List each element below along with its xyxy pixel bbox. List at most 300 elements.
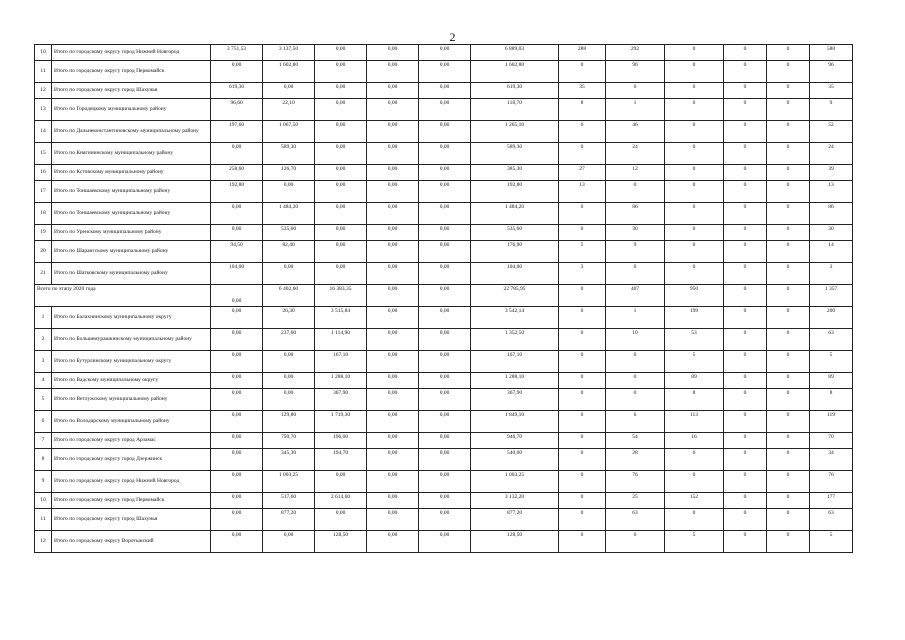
value-cell: 0,00 [263, 83, 315, 99]
value-cell: 0,00 [419, 307, 471, 329]
value-cell: 0 [724, 493, 767, 509]
value-cell: 0 [724, 203, 767, 225]
value-cell: 3 [559, 263, 606, 285]
value-cell: 0 [606, 83, 665, 99]
value-cell: 16 383,35 [315, 285, 367, 307]
value-cell: 3 542,14 [471, 307, 559, 329]
value-cell: 0,00 [419, 99, 471, 121]
row-number: 8 [35, 449, 52, 471]
value-cell: 0,00 [211, 307, 263, 329]
value-cell: 1 288,10 [471, 373, 559, 389]
value-cell: 0,00 [211, 285, 263, 307]
value-cell: 0,00 [367, 83, 419, 99]
value-cell: 535,60 [263, 225, 315, 241]
value-cell: 1 003,25 [263, 471, 315, 493]
value-cell: 0 [724, 241, 767, 263]
value-cell: 0,00 [367, 181, 419, 203]
value-cell: 0,00 [419, 389, 471, 411]
value-cell: 0,00 [315, 225, 367, 241]
value-cell: 0 [767, 493, 810, 509]
row-name: Итого по городскому округу город Первомайск [52, 61, 211, 83]
value-cell: 0,00 [315, 509, 367, 531]
value-cell: 0,00 [315, 83, 367, 99]
value-cell: 1 602,80 [471, 61, 559, 83]
value-cell: 0 [767, 509, 810, 531]
value-cell: 0 [559, 329, 606, 351]
value-cell: 35 [810, 83, 853, 99]
value-cell: 0 [724, 165, 767, 181]
value-cell: 86 [606, 203, 665, 225]
value-cell: 46 [606, 121, 665, 143]
value-cell: 877,20 [471, 509, 559, 531]
value-cell: 128,50 [315, 531, 367, 553]
value-cell: 194,70 [315, 449, 367, 471]
value-cell: 0 [665, 45, 724, 61]
value-cell: 0 [724, 329, 767, 351]
value-cell: 0 [724, 285, 767, 307]
value-cell: 39 [810, 165, 853, 181]
value-cell: 589,30 [263, 143, 315, 165]
row-name: Итого по Володарскому муниципальному району [52, 411, 211, 433]
row-name: Итого по городскому округу город Нижний Новгород [52, 45, 211, 61]
value-cell: 0,00 [419, 433, 471, 449]
value-cell: 0,00 [419, 531, 471, 553]
value-cell: 0 [767, 181, 810, 203]
value-cell: 0,00 [315, 181, 367, 203]
value-cell: 0,00 [367, 449, 419, 471]
table-row [35, 165, 853, 181]
value-cell: 0,00 [211, 509, 263, 531]
value-cell: 0 [665, 99, 724, 121]
value-cell: 26,30 [263, 307, 315, 329]
value-cell: 0 [724, 351, 767, 373]
value-cell: 8 [665, 389, 724, 411]
value-cell: 76 [810, 471, 853, 493]
value-cell: 0 [724, 83, 767, 99]
value-cell: 0 [724, 449, 767, 471]
value-cell: 2 614,60 [315, 493, 367, 509]
value-cell: 0,00 [367, 225, 419, 241]
table-row [35, 493, 853, 509]
row-name: Итого по Шарангскому муниципальному району [52, 241, 211, 263]
row-number: 12 [35, 83, 52, 99]
value-cell: 0,00 [211, 433, 263, 449]
value-cell: 1 357 [810, 285, 853, 307]
value-cell: 0,00 [419, 181, 471, 203]
value-cell: 0,00 [263, 263, 315, 285]
value-cell: 0 [724, 509, 767, 531]
value-cell: 0,00 [315, 203, 367, 225]
value-cell: 0,00 [367, 351, 419, 373]
value-cell: 0 [724, 181, 767, 203]
row-number: 2 [35, 329, 52, 351]
value-cell: 86 [810, 203, 853, 225]
row-name: Итого по Балахнинскому муниципальному округу [52, 307, 211, 329]
value-cell: 0,00 [367, 389, 419, 411]
value-cell: 0 [559, 509, 606, 531]
value-cell: 104,00 [471, 263, 559, 285]
value-cell: 16 [665, 433, 724, 449]
table-row [35, 241, 853, 263]
value-cell: 0 [767, 121, 810, 143]
value-cell: 0,00 [211, 373, 263, 389]
value-cell: 1 719,30 [315, 411, 367, 433]
value-cell: 199 [665, 307, 724, 329]
value-cell: 0 [559, 493, 606, 509]
value-cell: 0 [724, 99, 767, 121]
data-table [34, 44, 853, 553]
value-cell: 89 [665, 373, 724, 389]
value-cell: 367,90 [471, 389, 559, 411]
value-cell: 258,60 [211, 165, 263, 181]
value-cell: 0 [724, 121, 767, 143]
value-cell: 0,00 [315, 121, 367, 143]
value-cell: 1 352,50 [471, 329, 559, 351]
value-cell: 82,40 [263, 241, 315, 263]
value-cell: 0,00 [419, 449, 471, 471]
value-cell: 126,70 [263, 165, 315, 181]
value-cell: 288 [559, 45, 606, 61]
value-cell: 750,70 [263, 433, 315, 449]
value-cell: 200 [810, 307, 853, 329]
value-cell: 1 288,10 [315, 373, 367, 389]
value-cell: 0 [559, 531, 606, 553]
value-cell: 0,00 [315, 241, 367, 263]
row-number: 21 [35, 263, 52, 285]
value-cell: 12 [606, 165, 665, 181]
value-cell: 0 [559, 225, 606, 241]
value-cell: 0,00 [211, 203, 263, 225]
row-name: Итого по городскому округу Воротынский [52, 531, 211, 553]
value-cell: 0,00 [419, 225, 471, 241]
value-cell: 0,00 [211, 61, 263, 83]
table-row [35, 471, 853, 493]
value-cell: 0,00 [315, 45, 367, 61]
row-name: Итого по Бутурлинскому муниципальному округу [52, 351, 211, 373]
value-cell: 0 [767, 203, 810, 225]
value-cell: 22 785,95 [471, 285, 559, 307]
value-cell: 96 [606, 61, 665, 83]
value-cell: 0,00 [419, 329, 471, 351]
value-cell: 0,00 [367, 45, 419, 61]
value-cell: 0 [665, 143, 724, 165]
value-cell: 63 [810, 509, 853, 531]
value-cell: 0 [559, 389, 606, 411]
value-cell: 517,60 [263, 493, 315, 509]
value-cell: 0 [559, 143, 606, 165]
value-cell: 0,00 [367, 493, 419, 509]
row-name: Итого по городскому округу город Дзержинск [52, 449, 211, 471]
row-number: 11 [35, 61, 52, 83]
value-cell: 196,00 [315, 433, 367, 449]
value-cell: 25 [606, 493, 665, 509]
value-cell: 0 [665, 165, 724, 181]
value-cell: 22,10 [263, 99, 315, 121]
value-cell: 1 003,25 [471, 471, 559, 493]
value-cell: 0 [665, 263, 724, 285]
value-cell: 0,00 [419, 493, 471, 509]
value-cell: 0 [665, 509, 724, 531]
row-number: 3 [35, 351, 52, 373]
value-cell: 407 [606, 285, 665, 307]
value-cell: 345,30 [263, 449, 315, 471]
value-cell: 177 [810, 493, 853, 509]
table-row [35, 203, 853, 225]
row-number: 16 [35, 165, 52, 181]
value-cell: 0,00 [367, 121, 419, 143]
value-cell: 0,00 [367, 263, 419, 285]
value-cell: 96,60 [211, 99, 263, 121]
value-cell: 104,00 [211, 263, 263, 285]
value-cell: 0,00 [367, 471, 419, 493]
value-cell: 0 [559, 351, 606, 373]
value-cell: 0 [559, 285, 606, 307]
value-cell: 0,00 [419, 83, 471, 99]
value-cell: 10 [606, 329, 665, 351]
value-cell: 63 [810, 329, 853, 351]
row-number: 7 [35, 433, 52, 449]
table-row [35, 263, 853, 285]
value-cell: 192,80 [471, 181, 559, 203]
row-name: Итого по Вадскому муниципальному округу [52, 373, 211, 389]
row-name: Итого по городскому округу город Первомайск [52, 493, 211, 509]
value-cell: 0,00 [367, 307, 419, 329]
row-name: Итого по городскому округу город Арзамас [52, 433, 211, 449]
row-number: 17 [35, 181, 52, 203]
value-cell: 0 [559, 61, 606, 83]
table-row [35, 307, 853, 329]
value-cell: 1 484,20 [263, 203, 315, 225]
value-cell: 0 [724, 143, 767, 165]
value-cell: 113 [665, 411, 724, 433]
value-cell: 0 [767, 241, 810, 263]
value-cell: 0 [767, 99, 810, 121]
row-name: Итого по Княгининскому муниципальному району [52, 143, 211, 165]
value-cell: 540,00 [471, 449, 559, 471]
value-cell: 0 [665, 181, 724, 203]
row-name: Итого по Шатковскому муниципальному району [52, 263, 211, 285]
value-cell: 6 889,03 [471, 45, 559, 61]
table-row [35, 329, 853, 351]
value-cell: 0 [724, 225, 767, 241]
value-cell: 589,30 [471, 143, 559, 165]
table-row [35, 45, 853, 61]
row-name: Итого по Большемурашкинскому муниципальному району [52, 329, 211, 351]
value-cell: 0 [767, 433, 810, 449]
value-cell: 63 [606, 509, 665, 531]
value-cell: 0 [559, 307, 606, 329]
value-cell: 367,90 [315, 389, 367, 411]
value-cell: 1 114,90 [315, 329, 367, 351]
value-cell: 94,50 [211, 241, 263, 263]
value-cell: 0 [606, 351, 665, 373]
value-cell: 237,60 [263, 329, 315, 351]
value-cell: 0 [724, 45, 767, 61]
value-cell: 0 [724, 307, 767, 329]
value-cell: 0 [665, 225, 724, 241]
value-cell: 3 751,53 [211, 45, 263, 61]
table-row [35, 99, 853, 121]
value-cell: 0,00 [263, 181, 315, 203]
value-cell: 13 [559, 181, 606, 203]
value-cell: 6 [665, 449, 724, 471]
value-cell: 1 [606, 99, 665, 121]
value-cell: 0 [559, 433, 606, 449]
value-cell: 0,00 [419, 241, 471, 263]
value-cell: 3 137,50 [263, 45, 315, 61]
stage-total-row [35, 285, 853, 307]
value-cell: 1 067,50 [263, 121, 315, 143]
table-row [35, 61, 853, 83]
value-cell: 0,00 [315, 143, 367, 165]
value-cell: 14 [810, 241, 853, 263]
row-name: Итого по Тоншаевскому муниципальному району [52, 181, 211, 203]
value-cell: 54 [606, 433, 665, 449]
row-name: Итого по Дальнеконстантиновскому муниципальному району [52, 121, 211, 143]
value-cell: 5 [665, 351, 724, 373]
value-cell: 0,00 [419, 165, 471, 181]
value-cell: 0,00 [263, 389, 315, 411]
table-row [35, 449, 853, 471]
value-cell: 30 [606, 225, 665, 241]
value-cell: 0,00 [367, 509, 419, 531]
row-name: Итого по городскому округу город Шахунья [52, 509, 211, 531]
value-cell: 0,00 [263, 531, 315, 553]
value-cell: 197,60 [211, 121, 263, 143]
value-cell: 0 [606, 373, 665, 389]
table-row [35, 143, 853, 165]
table-row [35, 351, 853, 373]
row-number: 13 [35, 99, 52, 121]
value-cell: 1 602,80 [263, 61, 315, 83]
value-cell: 0 [559, 373, 606, 389]
value-cell: 0,00 [315, 165, 367, 181]
value-cell: 619,30 [211, 83, 263, 99]
value-cell: 0,00 [211, 389, 263, 411]
value-cell: 0 [767, 165, 810, 181]
value-cell: 0 [559, 411, 606, 433]
row-name: Итого по Городецкому муниципальному району [52, 99, 211, 121]
value-cell: 0,00 [211, 225, 263, 241]
value-cell: 0,00 [367, 203, 419, 225]
value-cell: 0 [724, 263, 767, 285]
value-cell: 0,00 [211, 471, 263, 493]
value-cell: 1 [606, 307, 665, 329]
value-cell: 119 [810, 411, 853, 433]
value-cell: 28 [606, 449, 665, 471]
value-cell: 0,00 [419, 411, 471, 433]
value-cell: 13 [810, 181, 853, 203]
value-cell: 5 [810, 531, 853, 553]
row-name: Итого по городскому округу город Нижний Новгород [52, 471, 211, 493]
value-cell: 0 [767, 225, 810, 241]
value-cell: 0 [606, 181, 665, 203]
value-cell: 167,10 [315, 351, 367, 373]
value-cell: 0 [767, 351, 810, 373]
value-cell: 0,00 [419, 509, 471, 531]
value-cell: 0 [724, 389, 767, 411]
value-cell: 619,30 [471, 83, 559, 99]
value-cell: 0 [665, 241, 724, 263]
value-cell: 1 265,10 [471, 121, 559, 143]
value-cell: 3 515,84 [315, 307, 367, 329]
value-cell: 0 [606, 531, 665, 553]
value-cell: 0,00 [419, 45, 471, 61]
value-cell: 0 [665, 203, 724, 225]
value-cell: 176,90 [471, 241, 559, 263]
table-row [35, 411, 853, 433]
value-cell: 129,80 [263, 411, 315, 433]
row-number: 10 [35, 45, 52, 61]
value-cell: 3 [810, 263, 853, 285]
value-cell: 5 [810, 351, 853, 373]
value-cell: 0,00 [419, 373, 471, 389]
value-cell: 0,00 [315, 99, 367, 121]
value-cell: 76 [606, 471, 665, 493]
value-cell: 0 [724, 433, 767, 449]
value-cell: 8 [559, 99, 606, 121]
row-number: 6 [35, 411, 52, 433]
value-cell: 0,00 [211, 351, 263, 373]
value-cell: 0 [767, 449, 810, 471]
table-row [35, 373, 853, 389]
row-name: Итого по городскому округу город Шахунья [52, 83, 211, 99]
value-cell: 0 [767, 143, 810, 165]
value-cell: 0,00 [419, 61, 471, 83]
value-cell: 167,10 [471, 351, 559, 373]
value-cell: 0 [767, 329, 810, 351]
value-cell: 0,00 [419, 471, 471, 493]
page-number: 2 [449, 30, 456, 44]
value-cell: 0 [767, 45, 810, 61]
value-cell: 0 [767, 61, 810, 83]
value-cell: 3 132,20 [471, 493, 559, 509]
value-cell: 0,00 [419, 121, 471, 143]
value-cell: 9 [606, 241, 665, 263]
row-number: 19 [35, 225, 52, 241]
value-cell: 8 [810, 389, 853, 411]
value-cell: 118,70 [471, 99, 559, 121]
value-cell: 0 [767, 263, 810, 285]
value-cell: 6 [559, 121, 606, 143]
value-cell: 0 [767, 411, 810, 433]
value-cell: 5 [665, 531, 724, 553]
value-cell: 0,00 [367, 61, 419, 83]
value-cell: 0 [665, 121, 724, 143]
value-cell: 0 [559, 471, 606, 493]
value-cell: 35 [559, 83, 606, 99]
value-cell: 0 [606, 263, 665, 285]
value-cell: 0 [767, 531, 810, 553]
value-cell: 9 [810, 99, 853, 121]
table-row [35, 389, 853, 411]
value-cell: 0,00 [315, 471, 367, 493]
value-cell: 0 [724, 373, 767, 389]
value-cell: 0 [767, 307, 810, 329]
value-cell: 24 [810, 143, 853, 165]
value-cell: 52 [810, 121, 853, 143]
value-cell: 0,00 [263, 351, 315, 373]
value-cell: 0,00 [211, 329, 263, 351]
value-cell: 0 [559, 203, 606, 225]
value-cell: 950 [665, 285, 724, 307]
value-cell: 580 [810, 45, 853, 61]
row-number: 1 [35, 307, 52, 329]
value-cell: 0,00 [419, 143, 471, 165]
value-cell: 0,00 [367, 99, 419, 121]
value-cell: 0,00 [211, 531, 263, 553]
value-cell: 0,00 [315, 61, 367, 83]
